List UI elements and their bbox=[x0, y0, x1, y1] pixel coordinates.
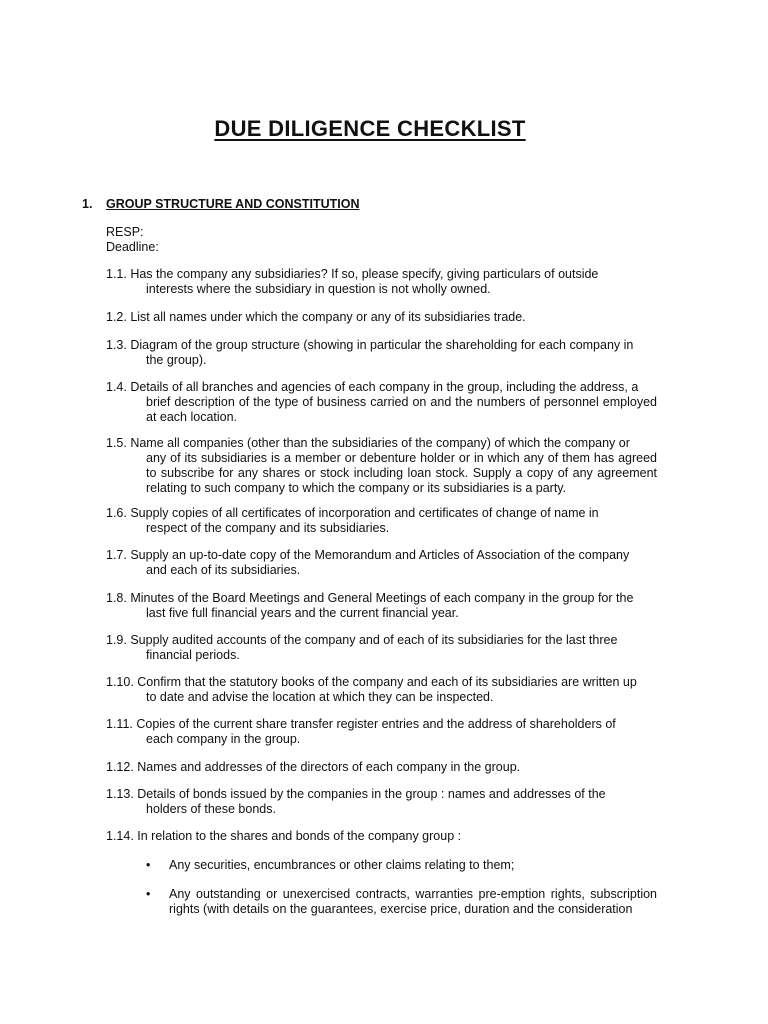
item-text: 1.11. Copies of the current share transfer register entries and the address of shareholders of bbox=[106, 717, 616, 731]
checklist-item-1-13 bbox=[106, 787, 657, 817]
item-continuation: brief description of the type of business carried on and the numbers of personnel employed at each location. bbox=[146, 395, 657, 424]
item-text: 1.7. Supply an up-to-date copy of the Memorandum and Articles of Association of the company bbox=[106, 548, 630, 562]
checklist-item-1-9 bbox=[106, 633, 657, 663]
deadline-label: Deadline: bbox=[106, 240, 159, 254]
item-continuation: holders of these bonds. bbox=[146, 802, 276, 816]
item-continuation: interests where the subsidiary in question is not wholly owned. bbox=[146, 282, 491, 296]
checklist-item-1-7 bbox=[106, 548, 657, 578]
item-continuation: financial periods. bbox=[146, 648, 240, 662]
bullet-text: Any outstanding or unexercised contracts, warranties pre-emption rights, subscription rights (with details on the guarantees, exercise price, duration and the consideration bbox=[169, 887, 657, 916]
section-title: GROUP STRUCTURE AND CONSTITUTION bbox=[106, 197, 360, 211]
checklist-item-1-5 bbox=[106, 436, 657, 496]
item-text: 1.12. Names and addresses of the directors of each company in the group. bbox=[106, 760, 521, 774]
item-text: 1.5. Name all companies (other than the subsidiaries of the company) of which the company or bbox=[106, 436, 630, 450]
item-continuation: any of its subsidiaries is a member or debenture holder or in which any of them has agreed to subscribe for any shares or stock including loan stock. Supply a copy of any agreement relating to such company to which the company or its subsidiaries is a party. bbox=[146, 451, 657, 495]
bullet-text: Any securities, encumbrances or other claims relating to them; bbox=[169, 858, 515, 872]
bullet-icon: • bbox=[146, 887, 151, 901]
document-title: DUE DILIGENCE CHECKLIST bbox=[214, 116, 526, 141]
checklist-item-1-3 bbox=[106, 338, 657, 368]
item-text: 1.2. List all names under which the company or any of its subsidiaries trade. bbox=[106, 310, 526, 324]
bullet-item bbox=[146, 858, 657, 873]
item-continuation: to date and advise the location at which they can be inspected. bbox=[146, 690, 494, 704]
checklist-item-1-11 bbox=[106, 717, 657, 747]
item-continuation: last five full financial years and the current financial year. bbox=[146, 606, 459, 620]
checklist-item-1-14 bbox=[106, 829, 657, 844]
item-text: 1.6. Supply copies of all certificates of incorporation and certificates of change of name in bbox=[106, 506, 599, 520]
resp-label: RESP: bbox=[106, 225, 144, 239]
item-text: 1.8. Minutes of the Board Meetings and General Meetings of each company in the group for the bbox=[106, 591, 634, 605]
item-continuation: each company in the group. bbox=[146, 732, 301, 746]
bullet-item bbox=[146, 887, 657, 917]
item-text: 1.1. Has the company any subsidiaries? If so, please specify, giving particulars of outside bbox=[106, 267, 599, 281]
checklist-item-1-4 bbox=[106, 380, 657, 425]
checklist-item-1-6 bbox=[106, 506, 657, 536]
item-text: 1.10. Confirm that the statutory books of the company and each of its subsidiaries are written up bbox=[106, 675, 637, 689]
item-text: 1.9. Supply audited accounts of the company and of each of its subsidiaries for the last three bbox=[106, 633, 618, 647]
checklist-item-1-1 bbox=[106, 267, 657, 297]
item-continuation: respect of the company and its subsidiaries. bbox=[146, 521, 390, 535]
item-text: 1.13. Details of bonds issued by the companies in the group : names and addresses of the bbox=[106, 787, 606, 801]
checklist-item-1-2 bbox=[106, 310, 657, 325]
section-heading bbox=[82, 197, 359, 211]
bullet-icon: • bbox=[146, 858, 151, 872]
item-text: 1.14. In relation to the shares and bonds of the company group : bbox=[106, 829, 462, 843]
section-number: 1. bbox=[82, 197, 93, 211]
checklist-item-1-8 bbox=[106, 591, 657, 621]
item-text: 1.4. Details of all branches and agencies of each company in the group, including the address, a bbox=[106, 380, 639, 394]
item-continuation: and each of its subsidiaries. bbox=[146, 563, 301, 577]
item-text: 1.3. Diagram of the group structure (showing in particular the shareholding for each company in bbox=[106, 338, 634, 352]
checklist-item-1-10 bbox=[106, 675, 657, 705]
checklist-item-1-12 bbox=[106, 760, 657, 775]
item-continuation: the group). bbox=[146, 353, 207, 367]
